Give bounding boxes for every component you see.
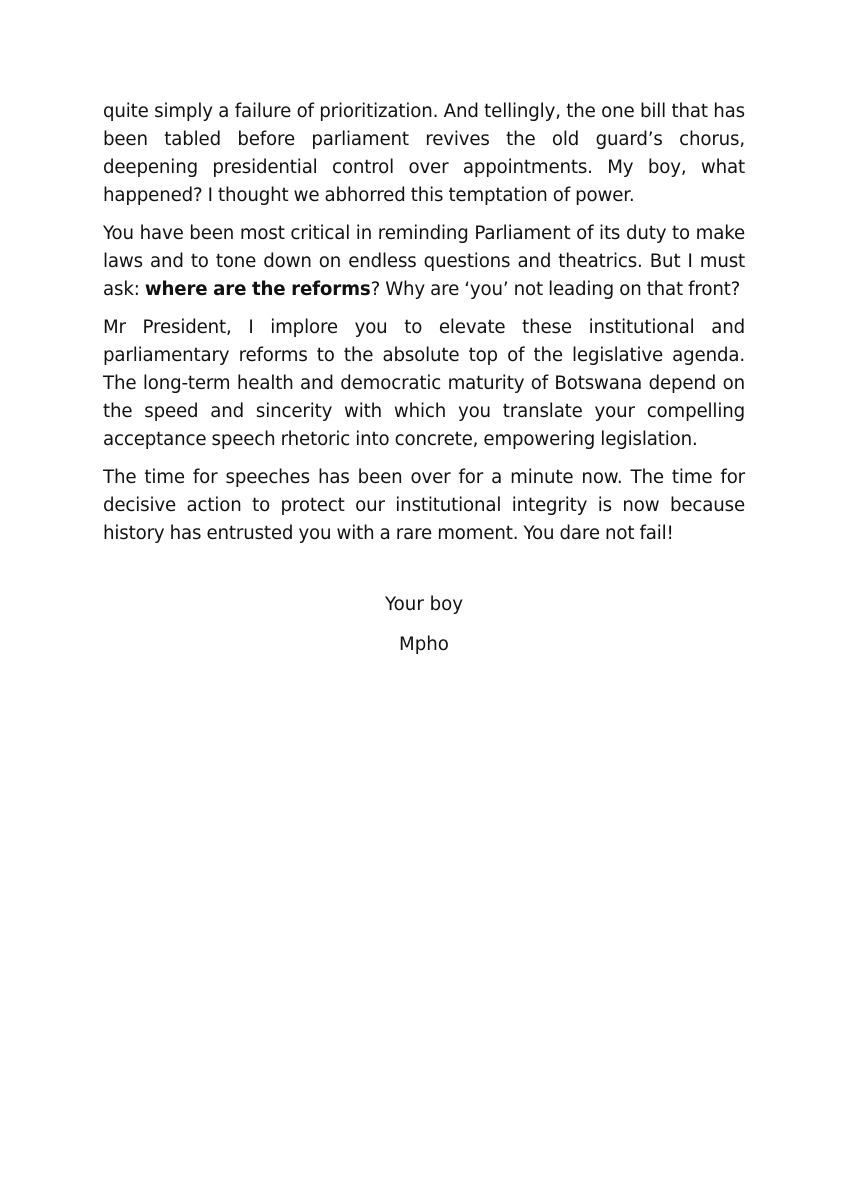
paragraph-reforms-question [103, 220, 745, 304]
paragraph-reforms-question-tail: ? Why are ‘you’ not leading on that front? [370, 279, 741, 300]
paragraph-decisive-action: The time for speeches has been over for a minute now. The time for decisive action to protect our institutional integrity is now because history has entrusted you with a rare moment. You dare not fail! [103, 467, 745, 544]
signature-name: Mpho [399, 634, 449, 655]
paragraph-prioritization: quite simply a failure of prioritization. And tellingly, the one bill that has been tabled before parliament revives the old guard’s chorus, deepening presidential control over appointments. My boy, what happened? I thought we abhorred this temptation of power. [103, 101, 745, 206]
paragraph-reforms-question-lead: You have been most critical in reminding Parliament of its duty to make laws and to tone down on endless questions and theatrics. But I must ask: [103, 223, 745, 300]
reforms-emphasis: where are the reforms [144, 279, 371, 300]
paragraph-implore: Mr President, I implore you to elevate these institutional and parliamentary reforms to the absolute top of the legislative agenda. The long-term health and democratic maturity of Botswana depend on the speed and sincerity with which you translate your compelling acceptance speech rhetoric into concrete, empowering legislation. [103, 317, 745, 450]
closing-line: Your boy [384, 594, 464, 615]
letter-body [103, 98, 745, 659]
